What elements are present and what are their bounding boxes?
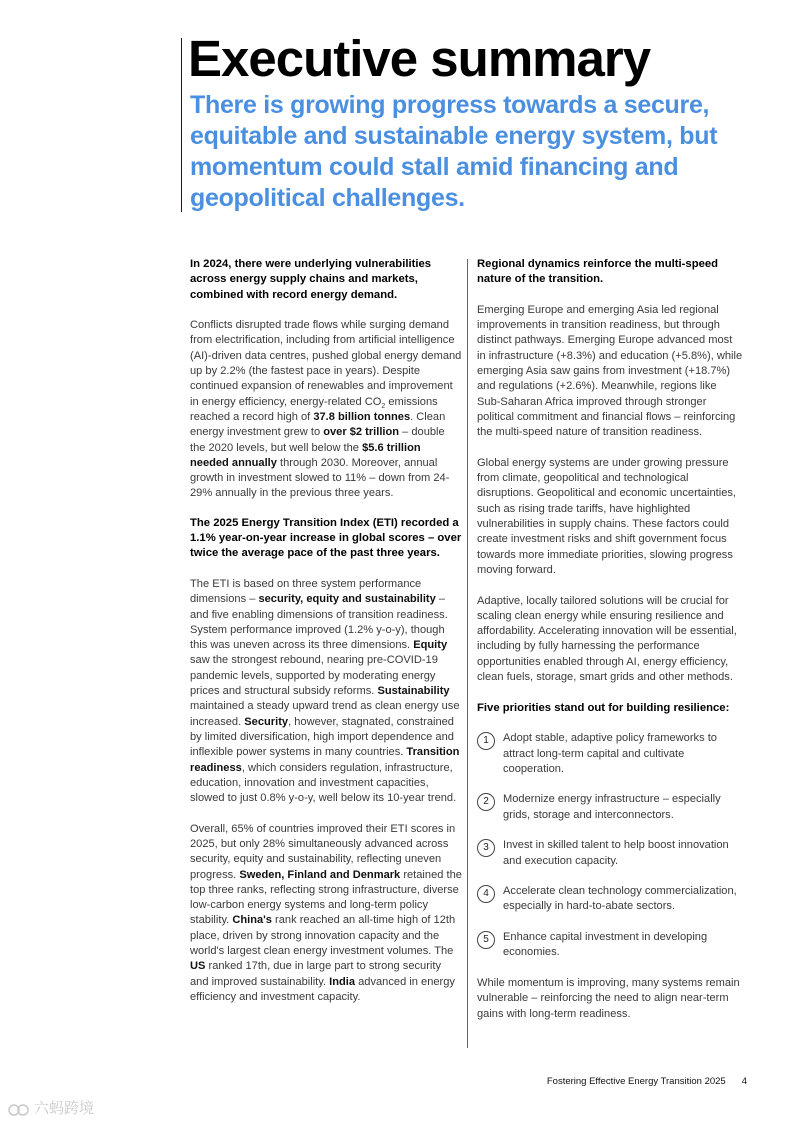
priority-item: 4 Accelerate clean technology commercialization, especially in hard-to-abate sectors. xyxy=(477,884,743,915)
paragraph-solutions: Adaptive, locally tailored solutions will be crucial for scaling clean energy while ensuring resilience and affordability. Accelerating innovation will be essential, including by fully harnessing the performance opportunities enabled through AI, energy efficiency, clean fuels, storage, smart grids and other methods. xyxy=(477,594,737,684)
paragraph-pressure: Global energy systems are under growing pressure from climate, geopolitical and technological disruptions. Geopolitical and economic uncertainties, such as rising trade tariffs, have highlighted vulnerabilities in supply chains. These factors could create investment risks and shift government focus towards more immediate priorities, slowing progress moving forward. xyxy=(477,456,736,576)
watermark-text: 六蚂跨境 xyxy=(34,1100,95,1117)
priority-item: 2 Modernize energy infrastructure – especially grids, storage and interconnectors. xyxy=(477,792,743,823)
number-circle-icon: 1 xyxy=(477,732,495,750)
lead-vulnerabilities: In 2024, there were underlying vulnerabilities across energy supply chains and markets, combined with record energy demand. xyxy=(190,258,432,301)
priority-item: 5 Enhance capital investment in developing economies. xyxy=(477,930,743,961)
number-circle-icon: 5 xyxy=(477,931,495,949)
page-number: 4 xyxy=(741,1076,747,1087)
watermark-logo-icon xyxy=(8,1101,30,1117)
page-subtitle: There is growing progress towards a secure, equitable and sustainable energy system, but momentum could stall amid financing and geopolitical challenges. xyxy=(190,91,718,212)
lead-priorities: Five priorities stand out for building resilience: xyxy=(477,701,730,714)
lead-eti-increase: The 2025 Energy Transition Index (ETI) recorded a 1.1% year-on-year increase in global scores – over twice the average pace of the past three years. xyxy=(190,516,462,560)
paragraph-conclusion: While momentum is improving, many systems remain vulnerable – reinforcing the need to align near-term gains with long-term readiness. xyxy=(477,976,740,1020)
watermark xyxy=(8,1097,94,1118)
report-title: Fostering Effective Energy Transition 2025 xyxy=(546,1076,726,1087)
priority-item: 1 Adopt stable, adaptive policy frameworks to attract long-term capital and cultivate cooperation. xyxy=(477,731,743,777)
priority-item: 3 Invest in skilled talent to help boost innovation and execution capacity. xyxy=(477,838,743,869)
number-circle-icon: 3 xyxy=(477,839,495,857)
column-divider xyxy=(467,259,468,1048)
page-title: Executive summary xyxy=(188,30,651,87)
paragraph-regional: Emerging Europe and emerging Asia led regional improvements in transition readiness, but through distinct pathways. Emerging Europe advanced most in infrastructure (+8.3%) and education (+5.8%), while emerging Asia saw gains from investment (+18.7%) and regulations (+2.6%). Meanwhile, regions like Sub-Saharan Africa improved through stronger political commitment and financial flows – reinforcing the multi-speed nature of transition readiness. xyxy=(477,303,743,439)
paragraph-eti-dimensions: The ETI is based on three system performance dimensions – security, equity and sustainability – and five enabling dimensions of transition readiness. System performance improved (1.2% y-o-y), though this was uneven across its three dimensions. Equity saw the strongest rebound, nearing pre-COVID-19 pandemic levels, supported by moderating energy prices and structural subsidy reforms. Sustainability maintained a steady upward trend as clean energy use increased. Security, however, stagnated, constrained by limited diversification, high import dependence and inflexible power systems in many countries. Transition readiness, which considers regulation, infrastructure, education, innovation and investment capacities, slowed to just 0.8% y-o-y, well below its 10-year trend. xyxy=(190,577,460,805)
page-footer xyxy=(547,1076,747,1087)
left-column xyxy=(190,257,462,1005)
title-rule xyxy=(181,38,182,212)
paragraph-energy-demand: Conflicts disrupted trade flows while surging demand from electrification, including from artificial intelligence (AI)-driven data centres, pushed global energy demand up by 2.2% (the fastest pace in years). Despite continued expansion of renewables and improvement in energy efficiency, energy-related $CO_2$ emissions reached a record high of 37.8 billion tonnes. Clean energy investment grew to over $2 trillion – double the 2020 levels, but well below the $5.6 trillion needed annually through 2030. Moreover, annual growth in investment slowed to 11% – down from 24-29% annually in the previous three years. xyxy=(190,319,462,500)
paragraph-country-rankings: Overall, 65% of countries improved their ETI scores in 2025, but only 28% simultaneously advanced across security, equity and sustainability, reflecting uneven progress. Sweden, Finland and Denmark retained the top three ranks, reflecting strong infrastructure, diverse low-carbon energy systems and long-term policy stability. China's rank reached an all-time high of 12th place, driven by strong innovation capacity and the world's largest clean energy investment volumes. The US ranked 17th, due in large part to strong security and improved sustainability. India advanced in energy efficiency and investment capacity. xyxy=(190,822,462,1003)
number-circle-icon: 2 xyxy=(477,793,495,811)
lead-regional-dynamics: Regional dynamics reinforce the multi-speed nature of the transition. xyxy=(477,258,719,286)
right-column xyxy=(477,257,743,1022)
number-circle-icon: 4 xyxy=(477,885,495,903)
